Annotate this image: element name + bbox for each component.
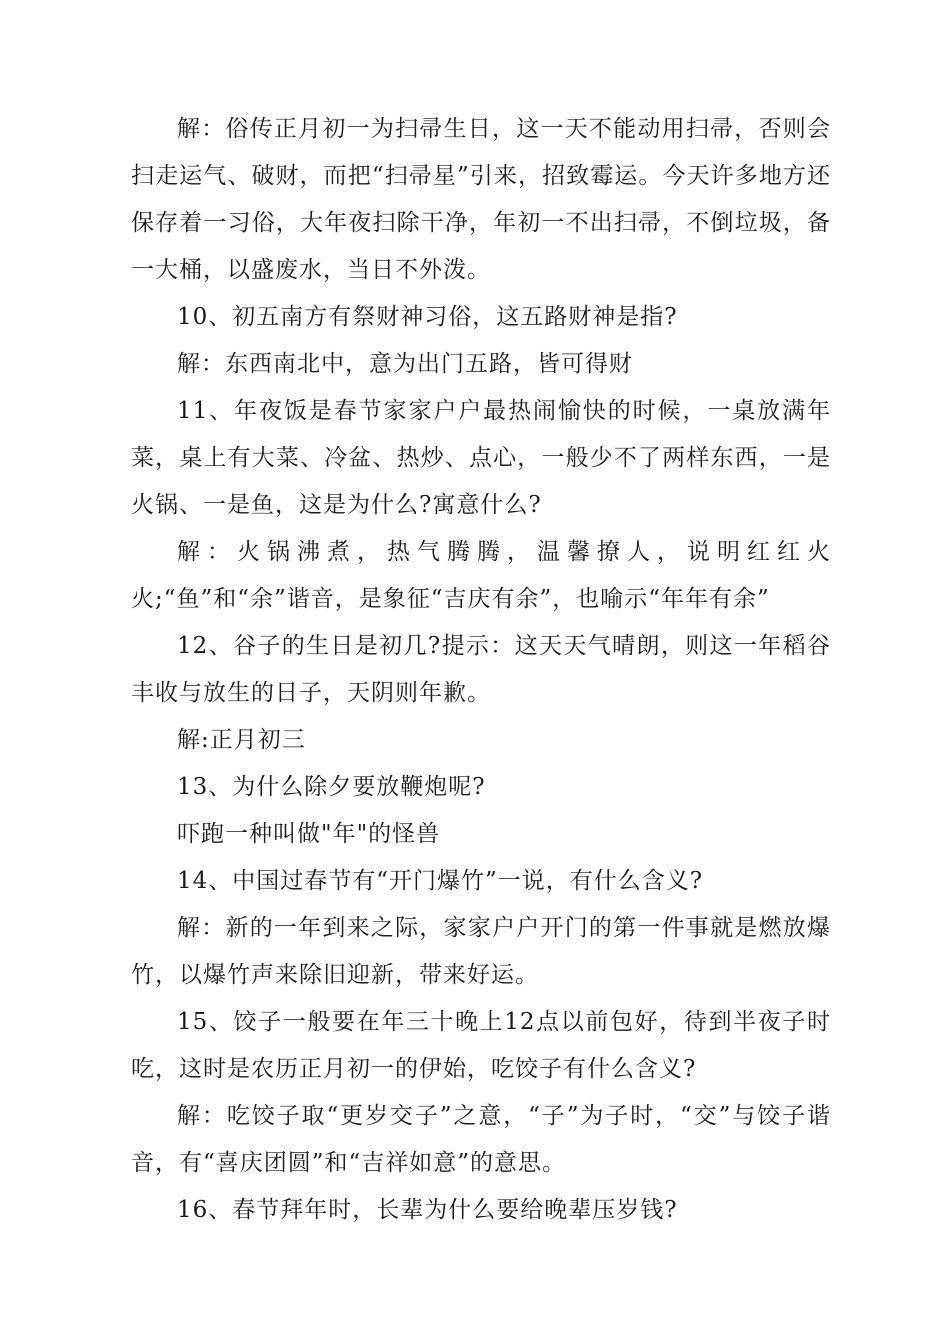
answer-paragraph-14: 解：新的一年到来之际，家家户户开门的第一件事就是燃放爆竹，以爆竹声来除旧迎新，带来好运。 <box>131 915 831 988</box>
question-paragraph-10: 10、初五南方有祭财神习俗，这五路财神是指? <box>177 304 678 330</box>
answer-paragraph-12: 解:正月初三 <box>177 727 306 753</box>
question-paragraph-11: 11、年夜饭是春节家家户户最热闹愉快的时候，一桌放满年菜，桌上有大菜、冷盆、热炒、点心，一般少不了两样东西，一是火锅、一是鱼，这是为什么?寓意什么? <box>131 398 831 518</box>
question-paragraph-12: 12、谷子的生日是初几?提示：这天天气晴朗，则这一年稻谷丰收与放生的日子，天阴则年歉。 <box>131 633 831 706</box>
answer-paragraph-11: 解：火锅沸煮，热气腾腾，温馨撩人，说明红红火火;“鱼”和“余”谐音，是象征“吉庆有余”，也喻示“年年有余” <box>131 539 831 612</box>
answer-paragraph-13: 吓跑一种叫做"年"的怪兽 <box>177 821 441 847</box>
answer-paragraph-10: 解：东西南北中，意为出门五路，皆可得财 <box>177 351 633 377</box>
answer-paragraph-15: 解：吃饺子取“更岁交子”之意，“子”为子时，“交”与饺子谐音，有“喜庆团圆”和“吉祥如意”的意思。 <box>131 1103 831 1176</box>
question-paragraph-13: 13、为什么除夕要放鞭炮呢? <box>177 774 486 800</box>
document-body <box>131 106 831 1234</box>
question-paragraph-14: 14、中国过春节有“开门爆竹”一说，有什么含义? <box>177 868 704 894</box>
question-paragraph-15: 15、饺子一般要在年三十晚上12点以前包好，待到半夜子时吃，这时是农历正月初一的伊始，吃饺子有什么含义? <box>131 1009 831 1082</box>
question-paragraph-16: 16、春节拜年时，长辈为什么要给晚辈压岁钱? <box>177 1197 678 1223</box>
answer-paragraph-9: 解：俗传正月初一为扫帚生日，这一天不能动用扫帚，否则会扫走运气、破财，而把“扫帚星”引来，招致霉运。今天许多地方还保存着一习俗，大年夜扫除干净，年初一不出扫帚，不倒垃圾，备一大桶，以盛废水，当日不外泼。 <box>131 116 831 283</box>
